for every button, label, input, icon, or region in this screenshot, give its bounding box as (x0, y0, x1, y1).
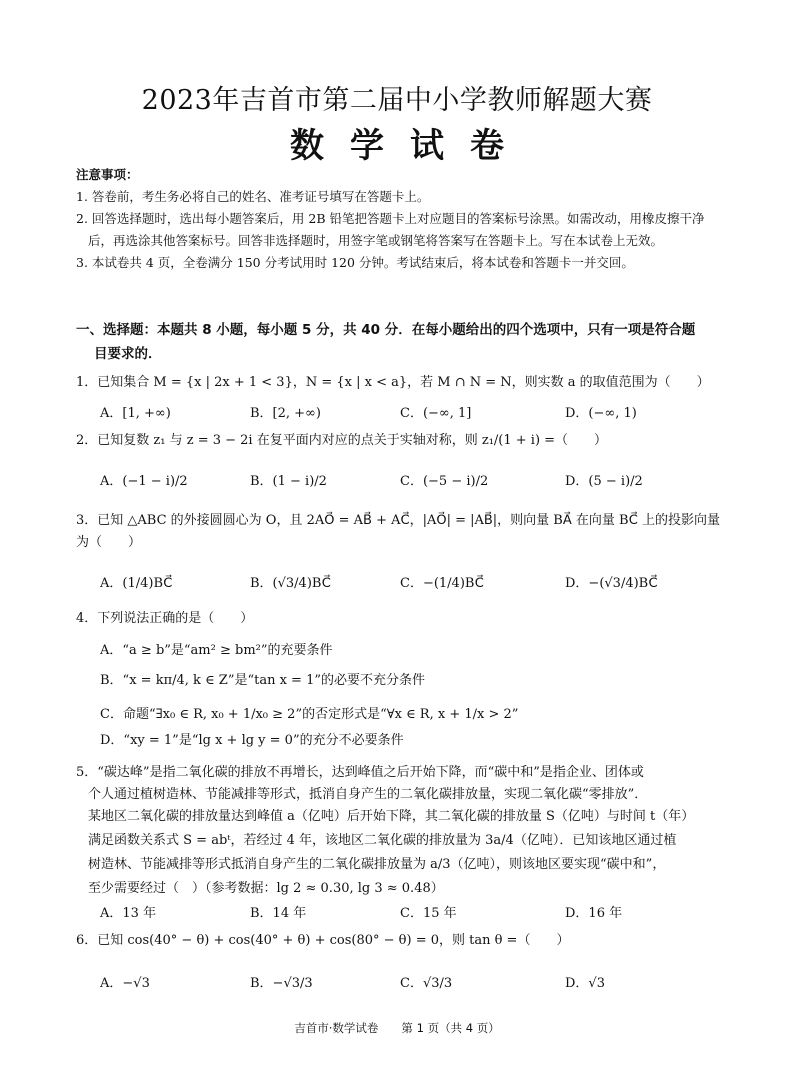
question-5-line-2: 个人通过植树造林、节能减排等形式，抵消自身产生的二氧化碳排放量，实现二氧化碳“零排放”． (88, 787, 648, 802)
question-5-line-5: 树造林、节能减排等形式抵消自身产生的二氧化碳排放量为 a/3（亿吨），则该地区要实现“碳中和”， (88, 857, 666, 872)
q5-option-a: A．13 年 (100, 906, 157, 921)
q6-option-a: A．−√3 (100, 976, 150, 991)
q4-option-d: D．“xy = 1”是“lg x + lg y = 0”的充分不必要条件 (100, 733, 404, 748)
q1-option-a: A．[1, +∞) (100, 406, 171, 421)
question-2-options (100, 470, 730, 494)
q5-option-b: B．14 年 (250, 906, 307, 921)
q4-option-c: C．命题“∃x₀ ∈ R, x₀ + 1/x₀ ≥ 2”的否定形式是“∀x ∈ R, x + 1/x > 2” (100, 707, 519, 722)
question-5-line-3: 某地区二氧化碳的排放量达到峰值 a（亿吨）后开始下降，其二氧化碳的排放量 S（亿吨）与时间 t（年） (88, 809, 695, 824)
question-6-stem: 6．已知 cos(40° − θ) + cos(40° + θ) + cos(80° − θ) = 0，则 tan θ =（ ） (76, 933, 570, 948)
q4-option-b: B．“x = kπ/4, k ∈ Z”是“tan x = 1”的必要不充分条件 (100, 673, 426, 688)
question-6-options (100, 972, 730, 996)
notes-block (76, 164, 726, 274)
question-2-stem: 2．已知复数 z₁ 与 z = 3 − 2i 在复平面内对应的点关于实轴对称，则 z₁/(1 + i) =（ ） (76, 433, 608, 448)
q5-option-d: D．16 年 (565, 906, 623, 921)
question-5-line-1: 5．“碳达峰”是指二氧化碳的排放不再增长，达到峰值之后开始下降，而“碳中和”是指企业、团体或 (76, 765, 644, 780)
exam-title: 2023年吉首市第二届中小学教师解题大赛 (141, 85, 653, 116)
q4-option-a: A．“a ≥ b”是“am² ≥ bm²”的充要条件 (100, 643, 333, 658)
note-item-2: 2. 回答选择题时，选出每小题答案后，用 2B 铅笔把答题卡上对应题目的答案标号涂黑。如需改动，用橡皮擦干净后，再选涂其他答案标号。回答非选择题时，用签字笔或钢笔将答案写在答题卡上。写在本试卷上无效。 (76, 211, 705, 248)
q1-option-b: B．[2, +∞) (250, 406, 321, 421)
q1-option-c: C．(−∞, 1] (400, 406, 472, 421)
q2-option-b: B．(1 − i)/2 (250, 474, 327, 489)
q6-option-c: C．√3/3 (400, 976, 453, 991)
question-3-options (100, 572, 730, 596)
q2-option-d: D．(5 − i)/2 (565, 474, 643, 489)
question-4-stem: 4．下列说法正确的是（ ） (76, 611, 254, 626)
q2-option-a: A．(−1 − i)/2 (100, 474, 188, 489)
q6-option-d: D．√3 (565, 976, 605, 991)
question-5-options (100, 902, 730, 926)
q1-option-d: D．(−∞, 1) (565, 406, 637, 421)
question-1-options (100, 402, 730, 426)
q3-option-c: C．−(1/4)BC⃗ (400, 576, 484, 591)
note-item-1: 1. 答卷前，考生务必将自己的姓名、准考证号填写在答题卡上。 (76, 189, 430, 204)
note-item-3: 3. 本试卷共 4 页，全卷满分 150 分考试用时 120 分钟。考试结束后，将本试卷和答题卡一并交回。 (76, 255, 634, 270)
section-heading (76, 318, 726, 366)
question-5-line-4: 满足函数关系式 S = abᵗ，若经过 4 年，该地区二氧化碳的排放量为 3a/4（亿吨）．已知该地区通过植 (88, 833, 677, 848)
q3-option-a: A．(1/4)BC⃗ (100, 576, 173, 591)
q3-option-d: D．−(√3/4)BC⃗ (565, 576, 658, 591)
page-footer: 吉首市·数学试卷 第 1 页（共 4 页） (294, 1021, 500, 1035)
q2-option-c: C．(−5 − i)/2 (400, 474, 489, 489)
section-heading-line-2: 目要求的． (94, 346, 162, 362)
question-3-stem-line-1: 3．已知 △ABC 的外接圆圆心为 O，且 2AO⃗ = AB⃗ + AC⃗，|AO⃗| = |AB⃗|，则向量 BA⃗ 在向量 BC⃗ 上的投影向量 (76, 513, 721, 528)
q5-option-c: C．15 年 (400, 906, 457, 921)
q3-option-b: B．(√3/4)BC⃗ (250, 576, 331, 591)
notes-heading: 注意事项： (76, 167, 139, 182)
q6-option-b: B．−√3/3 (250, 976, 313, 991)
exam-subtitle: 数学试卷 (290, 126, 530, 166)
section-heading-line-1: 一、选择题：本题共 8 小题，每小题 5 分，共 40 分．在每小题给出的四个选项中，只有一项是符合题 (76, 322, 696, 338)
question-3-stem-line-2: 为（ ） (76, 535, 142, 550)
question-5-line-6: 至少需要经过（ ）（参考数据：lg 2 ≈ 0.30, lg 3 ≈ 0.48） (88, 881, 444, 896)
question-1-stem: 1．已知集合 M = {x | 2x + 1 < 3}，N = {x | x < a}，若 M ∩ N = N，则实数 a 的取值范围为（ ） (76, 375, 710, 390)
